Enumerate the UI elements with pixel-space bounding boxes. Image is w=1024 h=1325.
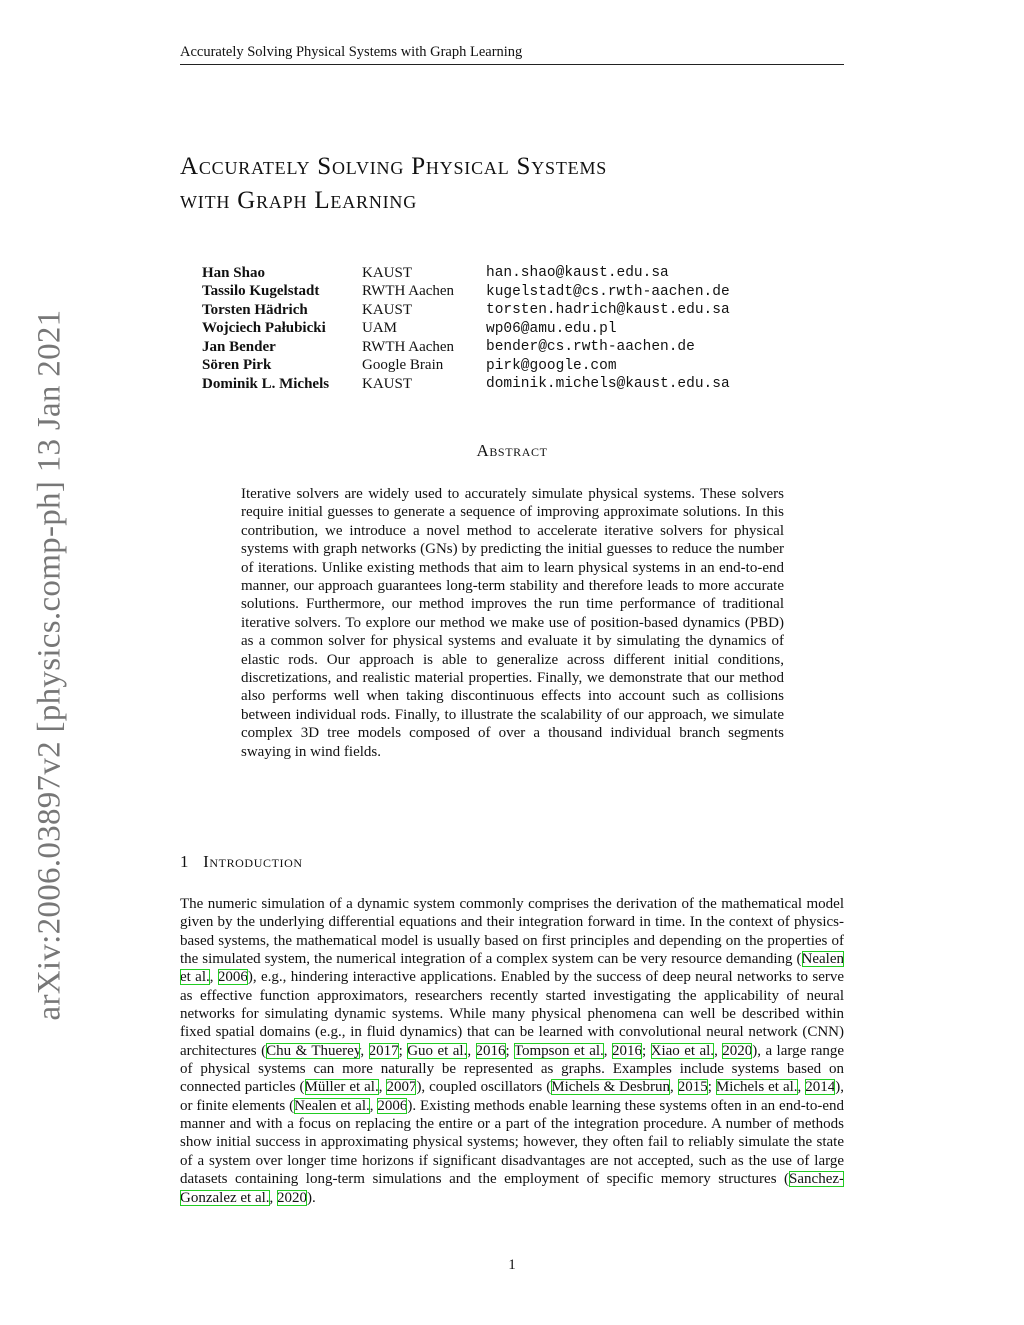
citation-link[interactable]: 2016 (475, 1042, 506, 1059)
author-affiliation: KAUST (362, 375, 413, 392)
intro-text: , (209, 969, 218, 986)
intro-text: , (378, 1079, 387, 1096)
intro-text: ), or finite elements ( (180, 1079, 844, 1114)
intro-text: , (714, 1042, 723, 1059)
author-name: Dominik L. Michels (202, 375, 330, 392)
author-row (202, 357, 730, 376)
author-affiliation: RWTH Aachen (362, 338, 455, 355)
citation-link[interactable]: 2016 (611, 1042, 642, 1059)
paper-title-line-2: with Graph Learning (180, 187, 418, 214)
citation-link[interactable]: 2006 (217, 969, 248, 986)
citation-link[interactable]: 2017 (368, 1042, 399, 1059)
citation-link[interactable]: 2020 (277, 1189, 308, 1206)
citation-link[interactable]: Michels & Desbrun (551, 1079, 670, 1096)
citation-link[interactable]: 2020 (722, 1042, 753, 1059)
author-row (202, 264, 730, 283)
intro-text: ; (707, 1079, 716, 1096)
intro-text: ; (641, 1042, 651, 1059)
author-affiliation: KAUST (362, 264, 413, 281)
citation-link[interactable]: 2007 (386, 1079, 417, 1096)
intro-text: , (670, 1079, 678, 1096)
abstract-text: Iterative solvers are widely used to accurately simulate physical systems. These solvers require initial guesses to generate a sequence of improving approximate solutions. In this contribution, we introduce a novel method to accelerate iterative solvers for physical systems with graph networks (GNs) by predicting the initial guesses to reduce the number of iterations. Unlike existing methods that aim to learn physical systems in an end-to-end manner, our approach guarantees long-term stability and therefore leads to more accurate solutions. Furthermore, our method improves the run time performance of traditional iterative solvers. To explore our method we make use of position-based dynamics (PBD) as a common solver for physical systems and evaluate it by simulating the dynamics of elastic rods. Our approach is able to generalize across different initial conditions, discretizations, and realistic material properties. Finally, we demonstrate that our method also performs well when taking discontinuous effects into account such as collisions between individual rods. Finally, to illustrate the scalability of our approach, we simulate complex 3D tree models composed of over a thousand individual branch segments swaying in wind fields. (241, 486, 784, 760)
intro-text: ). Existing methods enable learning these systems often in an end-to-end manner and with a focus on replacing the entire or a part of the integration procedure. A number of methods show initial success in approximating physical systems; however, they often fail to reliably simulate the state of a system over longer time horizons if significant disadvantages are not accepted, such as the use of large datasets containing long-term simulations and the employment of specific memory structures ( (180, 1097, 845, 1188)
intro-text: , (269, 1189, 278, 1206)
citation-link[interactable]: Michels et al. (715, 1079, 798, 1096)
section-title: Introduction (203, 852, 303, 871)
author-name: Wojciech Pałubicki (202, 320, 326, 337)
intro-text: , (467, 1042, 476, 1059)
arxiv-side-stamp (25, 300, 75, 1030)
citation-link[interactable]: Xiao et al. (650, 1042, 715, 1059)
intro-text: , (369, 1097, 378, 1114)
section-number: 1 (180, 852, 190, 871)
section-heading-introduction (180, 852, 844, 872)
citation-link[interactable]: Nealen et al. (180, 951, 844, 986)
citation-link[interactable]: Guo et al. (407, 1042, 468, 1059)
author-email: wp06@amu.edu.pl (486, 320, 617, 337)
author-email: kugelstadt@cs.rwth-aachen.de (486, 283, 730, 300)
citation-link[interactable]: 2014 (805, 1079, 836, 1096)
author-affiliation: UAM (362, 320, 398, 337)
author-row (202, 301, 730, 320)
citation-link[interactable]: Tompson et al. (513, 1042, 604, 1059)
author-affiliation: KAUST (362, 301, 413, 318)
running-header: Accurately Solving Physical Systems with Graph Learning (180, 44, 844, 65)
intro-text: , (603, 1042, 612, 1059)
intro-text: ; (505, 1042, 514, 1059)
introduction-paragraph (180, 895, 844, 1207)
author-email: bender@cs.rwth-aachen.de (486, 339, 695, 356)
intro-text: ; (398, 1042, 408, 1059)
citation-link[interactable]: 2006 (377, 1097, 408, 1114)
citation-link[interactable]: 2015 (677, 1079, 708, 1096)
author-email: han.shao@kaust.edu.sa (486, 265, 669, 282)
author-name: Jan Bender (202, 338, 276, 355)
citation-link[interactable]: Nealen et al. (294, 1097, 370, 1114)
author-affiliation: Google Brain (362, 357, 444, 374)
intro-text: ), a large range of physical systems can more naturally be represented as graphs. Examples include systems based on connected particles ( (180, 1042, 845, 1096)
author-name: Torsten Hädrich (202, 301, 308, 318)
author-email: torsten.hadrich@kaust.edu.sa (486, 302, 730, 319)
page-number: 1 (508, 1257, 516, 1273)
intro-text: ), e.g., hindering interactive applications. Enabled by the success of deep neural networks to serve as effective function approximators, researchers recently started investigating the applicability of neural networks for simulating dynamic systems. While many physical phenomena can well be described within fixed spatial domains (e.g., in fluid dynamics) that can be learned with convolutional neural network (CNN) architectures ( (180, 969, 845, 1059)
author-row (202, 375, 730, 394)
abstract-heading: Abstract (476, 441, 548, 460)
author-row (202, 320, 730, 339)
intro-text: ). (307, 1189, 316, 1206)
author-row (202, 338, 730, 357)
citation-link[interactable]: Chu & Thuerey (266, 1042, 361, 1059)
intro-text: ), coupled oscillators ( (416, 1079, 552, 1096)
author-list (202, 264, 730, 394)
intro-text: The numeric simulation of a dynamic system commonly comprises the derivation of the mathematical model given by the underlying differential equations and their integration forward in time. In the context of physics-based systems, the mathematical model is usually based on first principles and depending on the properties of the simulated system, the numerical integration of a complex system can be very resource demanding ( (180, 896, 844, 968)
paper-title (180, 150, 844, 218)
intro-text: , (797, 1079, 806, 1096)
author-email: pirk@google.com (486, 357, 617, 374)
author-name: Sören Pirk (202, 357, 272, 374)
arxiv-identifier: arXiv:2006.03897v2 [physics.comp-ph] 13 Jan 2021 (31, 309, 68, 1021)
citation-link[interactable]: Müller et al. (304, 1079, 379, 1096)
author-affiliation: RWTH Aachen (362, 283, 455, 300)
paper-title-line-1: Accurately Solving Physical Systems (180, 153, 608, 180)
author-email: dominik.michels@kaust.edu.sa (486, 376, 730, 393)
author-name: Han Shao (202, 264, 265, 281)
author-row (202, 283, 730, 302)
author-name: Tassilo Kugelstadt (202, 283, 320, 300)
citation-link[interactable]: Sanchez-Gonzalez et al. (180, 1171, 844, 1206)
intro-text: , (360, 1042, 369, 1059)
